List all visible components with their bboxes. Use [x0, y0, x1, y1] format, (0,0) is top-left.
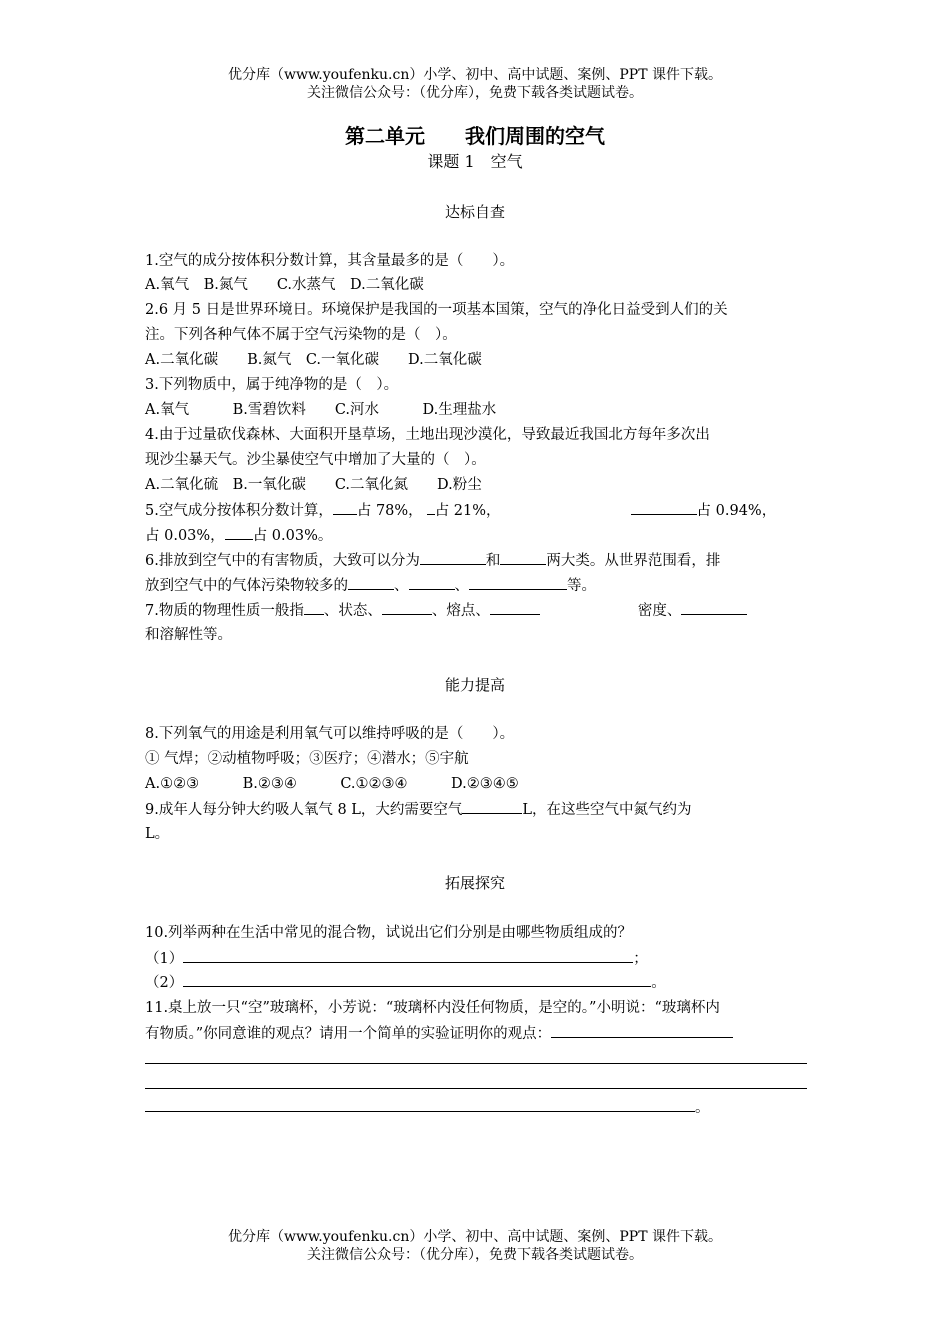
question-8: 8.下列氧气的用途是利用氧气可以维持呼吸的是（ ）。 — [145, 726, 515, 742]
question-5-text: 5.空气成分按体积分数计算， — [145, 503, 333, 519]
answer-line[interactable] — [183, 972, 651, 987]
blank-field[interactable] — [681, 600, 747, 615]
blank-field[interactable] — [462, 799, 522, 814]
question-9-line-1 — [145, 799, 807, 820]
question-6-text: 放到空气中的气体污染物较多的 — [145, 578, 348, 594]
question-11-punct: 。 — [695, 1100, 710, 1116]
question-9-text: L，在这些空气中氮气约为 — [522, 802, 692, 818]
blank-field[interactable] — [631, 500, 697, 515]
section-heading-ability: 能力提高 — [444, 676, 505, 694]
question-5-line-1 — [145, 500, 807, 521]
question-5-text: 占 0.94%， — [696, 503, 777, 519]
question-4-line-2: 现沙尘暴天气。沙尘暴使空气中增加了大量的（ ）。 — [145, 452, 486, 468]
question-6-text: 6.排放到空气中的有害物质，大致可以分为 — [145, 553, 420, 569]
question-3-options: A.氧气 B.雪碧饮料 C.河水 D.生理盐水 — [145, 402, 497, 418]
footer-line-1: 优分库（www.youfenku.cn）小学、初中、高中试题、案例、PPT 课件下载。 — [227, 1229, 722, 1245]
question-7-text: 7.物质的物理性质一般指 — [145, 603, 304, 619]
blank-field[interactable] — [500, 550, 546, 565]
question-7-text: 、熔点、 — [431, 603, 490, 619]
question-7-text: 、状态、 — [323, 603, 382, 619]
page-title: 第二单元 我们周围的空气 — [345, 124, 605, 148]
blank-field[interactable] — [420, 550, 486, 565]
question-9-text: 9.成年人每分钟大约吸人氧气 8 L，大约需要空气 — [145, 802, 463, 818]
question-10-answer-2 — [145, 972, 807, 993]
answer-line[interactable] — [145, 1063, 807, 1064]
blank-field[interactable] — [225, 525, 253, 540]
question-2-line-2: 注。下列各种气体不属于空气污染物的是（ ）。 — [145, 327, 457, 343]
question-5-line-2 — [145, 525, 807, 546]
footer-line-2: 关注微信公众号：（优分库），免费下载各类试题试卷。 — [307, 1247, 643, 1263]
question-11-last-line — [145, 1097, 807, 1118]
answer-line[interactable] — [145, 1088, 807, 1089]
question-1-options: A.氧气 B.氮气 C.水蒸气 D.二氧化碳 — [145, 277, 424, 293]
question-5-text: 占 78%， — [356, 503, 423, 519]
question-7-line-2: 和溶解性等。 — [145, 627, 232, 643]
question-6-text: 、 — [454, 578, 469, 594]
blank-field[interactable] — [333, 500, 357, 515]
question-6-line-2 — [145, 575, 807, 596]
question-4-line-1: 4.由于过量砍伐森林、大面积开垦草场，土地出现沙漠化，导致最近我国北方每年多次出 — [145, 427, 710, 443]
question-5-text: 占 21%， — [434, 503, 501, 519]
blank-field[interactable] — [427, 500, 435, 515]
answer-line[interactable] — [551, 1023, 733, 1038]
question-6-text: 两大类。从世界范围看，排 — [546, 553, 721, 569]
question-10-label: （1） — [145, 951, 184, 967]
question-2-text-a: 2.6 月 5 日是世界环境日。环境保护是我国的一项基本国策，空气的净化日益受到人们的关 — [145, 302, 728, 318]
question-5-text: 占 0.03%， — [145, 528, 225, 544]
question-11-line-1: 11.桌上放一只“空”玻璃杯，小芳说：“玻璃杯内没任何物质，是空的。”小明说：“玻璃杯内 — [145, 1000, 720, 1016]
answer-line[interactable] — [145, 1097, 695, 1112]
question-10: 10.列举两种在生活中常见的混合物，试说出它们分别是由哪些物质组成的？ — [145, 925, 633, 941]
blank-field[interactable] — [409, 575, 455, 590]
question-9-line-2: L。 — [145, 826, 170, 842]
question-6-text: 等。 — [567, 578, 596, 594]
blank-field[interactable] — [382, 600, 432, 615]
section-heading-self-check: 达标自查 — [444, 203, 505, 221]
header-line-2: 关注微信公众号：（优分库），免费下载各类试题试卷。 — [307, 85, 643, 101]
question-11-line-2 — [145, 1023, 807, 1044]
question-3: 3.下列物质中，属于纯净物的是（ ）。 — [145, 377, 399, 393]
question-6-text: 、 — [394, 578, 409, 594]
blank-field[interactable] — [304, 600, 324, 615]
question-4-options: A.二氧化硫 B.一氧化碳 C.二氧化氮 D.粉尘 — [145, 477, 482, 493]
blank-field[interactable] — [490, 600, 540, 615]
question-6-text: 和 — [485, 553, 501, 569]
section-heading-extension: 拓展探究 — [444, 874, 505, 892]
page-subtitle: 课题 1 空气 — [427, 152, 523, 171]
question-8-options: A.①②③ B.②③④ C.①②③④ D.②③④⑤ — [145, 776, 519, 792]
question-2-line-1 — [145, 300, 807, 320]
question-10-punct: 。 — [651, 975, 666, 991]
question-1: 1.空气的成分按体积分数计算，其含量最多的是（ ）。 — [145, 253, 515, 269]
question-10-punct: ； — [633, 951, 648, 967]
question-10-label: （2） — [145, 975, 184, 991]
blank-field[interactable] — [348, 575, 394, 590]
question-5-text: 占 0.03%。 — [252, 528, 333, 544]
question-10-answer-1 — [145, 948, 807, 969]
question-6-line-1 — [145, 550, 807, 571]
question-11-text: 有物质。”你同意谁的观点？请用一个简单的实验证明你的观点： — [145, 1026, 552, 1042]
question-8-items: ① 气焊；②动植物呼吸；③医疗；④潜水；⑤宇航 — [145, 751, 469, 767]
question-2-options: A.二氧化碳 B.氮气 C.一氧化碳 D.二氧化碳 — [145, 352, 482, 368]
blank-field[interactable] — [469, 575, 567, 590]
answer-line[interactable] — [183, 948, 633, 963]
header-line-1: 优分库（www.youfenku.cn）小学、初中、高中试题、案例、PPT 课件下载。 — [227, 67, 722, 83]
question-7-text: 密度、 — [637, 603, 682, 619]
question-7-line-1 — [145, 600, 807, 621]
